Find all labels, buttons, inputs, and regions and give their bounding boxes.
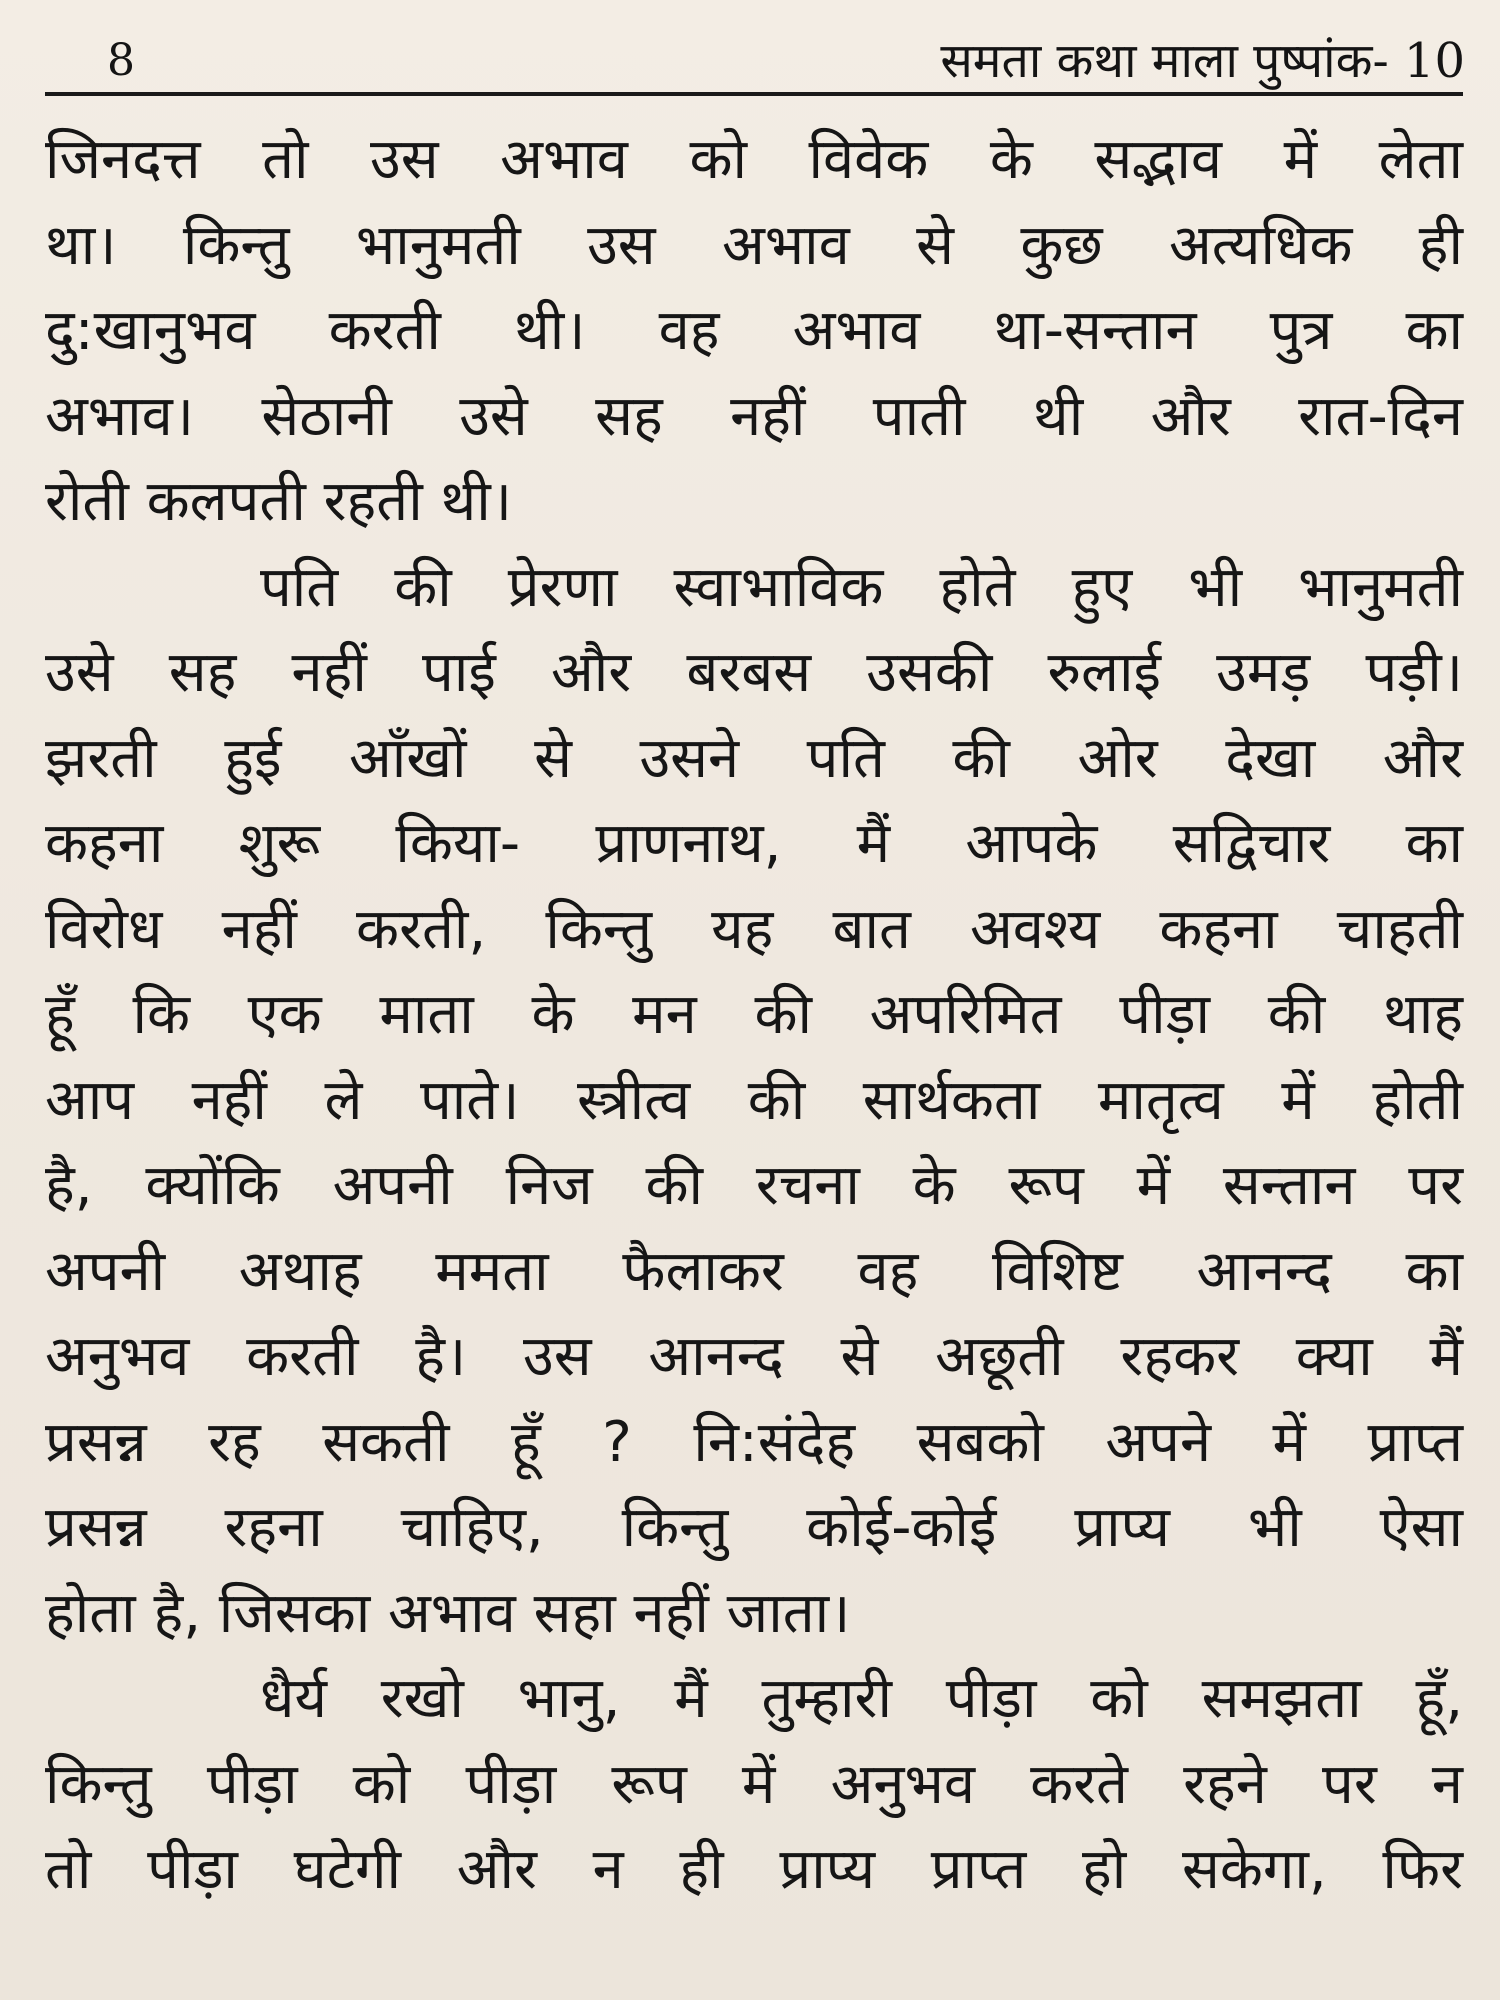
text-line: पति की प्रेरणा स्वाभाविक होते हुए भी भानुमती — [260, 554, 1463, 620]
page-header — [45, 34, 1465, 94]
page-number: 8 — [107, 35, 135, 86]
text-line: प्रसन्न रह सकती हूँ ? नि:संदेह सबको अपने में प्राप्त — [45, 1409, 1463, 1475]
text-line: झरती हुई आँखों से उसने पति की ओर देखा और — [45, 725, 1463, 791]
text-line: अपनी अथाह ममता फैलाकर वह विशिष्ट आनन्द का — [45, 1238, 1463, 1304]
text-line: आप नहीं ले पाते। स्त्रीत्व की सार्थकता मातृत्व में होती — [45, 1067, 1463, 1133]
text-line: था। किन्तु भानुमती उस अभाव से कुछ अत्यधिक ही — [45, 212, 1463, 278]
paragraph — [45, 1656, 1463, 1913]
text-line: धैर्य रखो भानु, मैं तुम्हारी पीड़ा को समझता हूँ, — [260, 1666, 1463, 1731]
running-title: समता कथा माला पुष्पांक- 10 — [940, 33, 1465, 89]
text-line: किन्तु पीड़ा को पीड़ा रूप में अनुभव करते रहने पर न — [45, 1751, 1463, 1817]
text-line: अभाव। सेठानी उसे सह नहीं पाती थी और रात-दिन — [45, 383, 1463, 449]
text-line: रोती कलपती रहती थी। — [45, 469, 513, 534]
text-line: है, क्योंकि अपनी निज की रचना के रूप में सन्तान पर — [45, 1153, 1463, 1218]
text-line: जिनदत्त तो उस अभाव को विवेक के सद्भाव में लेता — [45, 127, 1463, 192]
text-line: कहना शुरू किया- प्राणनाथ, मैं आपके सद्विचार का — [45, 811, 1463, 876]
paragraph — [45, 117, 1463, 545]
text-line: होता है, जिसका अभाव सहा नहीं जाता। — [45, 1580, 851, 1646]
text-line: तो पीड़ा घटेगी और न ही प्राप्य प्राप्त हो सकेगा, फिर — [45, 1837, 1463, 1902]
text-line: विरोध नहीं करती, किन्तु यह बात अवश्य कहना चाहती — [45, 896, 1463, 962]
text-line: प्रसन्न रहना चाहिए, किन्तु कोई-कोई प्राप्य भी ऐसा — [45, 1495, 1463, 1560]
paragraph — [45, 545, 1463, 1657]
text-line: उसे सह नहीं पाई और बरबस उसकी रुलाई उमड़ पड़ी। — [45, 640, 1463, 705]
text-line: अनुभव करती है। उस आनन्द से अछूती रहकर क्या मैं — [45, 1324, 1463, 1389]
text-line: हूँ कि एक माता के मन की अपरिमित पीड़ा की थाह — [45, 982, 1463, 1047]
header-rule — [45, 92, 1463, 96]
body-text — [45, 117, 1463, 1913]
text-line: दु:खानुभव करती थी। वह अभाव था-सन्तान पुत्र का — [45, 298, 1463, 363]
